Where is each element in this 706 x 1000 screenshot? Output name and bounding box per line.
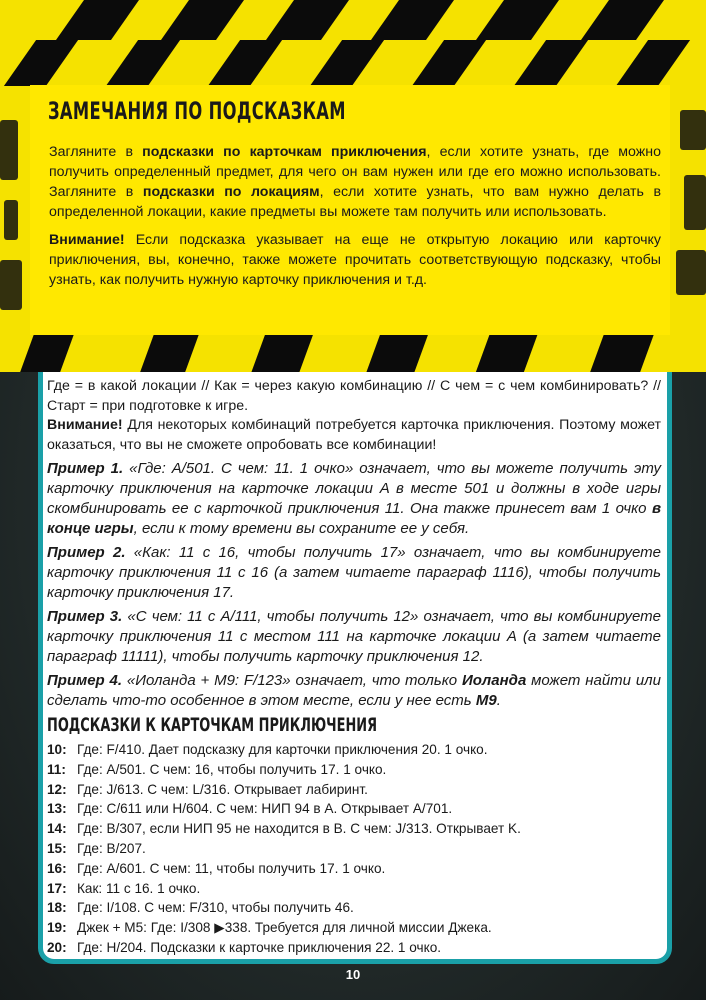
hint-number: 14: [47, 821, 67, 837]
text: «Где: A/501. С чем: 11. 1 очко» означает, что вы можете получить эту карточку приключения на карточке локации A в месте 501 и должны в ходе игры скомбинировать ее с карточкой приключения 11. Она также принесет вам 1 очко [47, 460, 661, 517]
hints-list [47, 740, 661, 958]
hint-text: Где: B/307, если НИП 95 не находится в B. С чем: J/313. Открывает K. [77, 821, 521, 837]
hint-number: 10: [47, 742, 67, 757]
hint-number: 12: [47, 781, 67, 797]
example-emphasis: M9 [475, 692, 497, 709]
example-2 [47, 543, 661, 603]
text: «Иоланда + M9: F/123» означает, что только [122, 672, 462, 689]
hint-number: 20: [47, 939, 67, 955]
page-number: 10 [345, 967, 361, 982]
hint-number: 17: [47, 880, 67, 896]
notes-paragraph-1 [49, 142, 661, 222]
text: может найти или сделать что-то особенное в этом месте, если у нее есть [47, 672, 661, 709]
example-emphasis: в конце игры [47, 500, 661, 537]
hint-number: 15: [47, 840, 67, 856]
notes-text [49, 142, 661, 298]
hint-text: Где: A/601. С чем: 11, чтобы получить 17. 1 очко. [77, 860, 386, 876]
list-item [47, 859, 661, 879]
attention-line [47, 416, 661, 455]
list-item [47, 780, 661, 800]
legend-and-examples [47, 377, 661, 711]
text: «С чем: 11 с A/111, чтобы получить 12» означает, что вы комбинируете карточку приключения 11 с местом 111 на карточке локации A (а затем читаете параграф 11111), чтобы получить карточку приключения 12. [47, 608, 661, 665]
example-label: Пример 3. [47, 608, 123, 625]
hints-section-title: ПОДСКАЗКИ К КАРТОЧКАМ ПРИКЛЮЧЕНИЯ [47, 714, 378, 736]
example-label: Пример 2. [47, 544, 126, 561]
hint-text: Где: A/501. С чем: 16, чтобы получить 17. 1 очко. [77, 761, 387, 777]
notes-paragraph-2 [49, 230, 661, 290]
adventure-hints-emphasis: подсказки по карточкам приключения [142, 144, 427, 160]
list-item [47, 918, 661, 938]
example-emphasis: Иоланда [461, 672, 527, 689]
hint-number: 11: [47, 761, 66, 777]
hint-text: Как: 11 с 16. 1 очко. [77, 880, 201, 896]
hint-number: 18: [47, 900, 67, 916]
list-item [47, 799, 661, 819]
list-item [47, 879, 661, 899]
attention-label: Внимание! [49, 232, 125, 248]
text: , если хотите узнать, что вам нужно делать в определенной локации, какие предметы вы можете там получить или использовать. [49, 184, 661, 220]
list-item [47, 839, 661, 859]
text: , если хотите узнать, где можно получить определенный предмет, для чего он вам нужен или где его можно использовать. Загляните в [49, 144, 661, 200]
legend-line: Где = в какой локации // Как = через какую комбинацию // С чем = с чем комбинировать? // Старт = при подготовке к игре. [47, 378, 661, 414]
hint-number: 19: [47, 920, 67, 936]
notes-title: ЗАМЕЧАНИЯ ПО ПОДСКАЗКАМ [48, 97, 346, 125]
location-hints-emphasis: подсказки по локациям [142, 184, 320, 200]
list-item [47, 760, 661, 780]
hint-text: Где: I/108. С чем: F/310, чтобы получить 46. [77, 900, 354, 916]
attention-label: Внимание! [47, 417, 123, 433]
example-label: Пример 4. [47, 672, 123, 689]
hint-number: 16: [47, 860, 67, 876]
example-4 [47, 671, 661, 711]
hint-text: Где: B/207. [77, 840, 146, 856]
hint-text: Где: F/410. Дает подсказку для карточки приключения 20. 1 очко. [77, 742, 488, 757]
text: «Как: 11 с 16, чтобы получить 17» означает, что вы комбинируете карточку приключения 11 с 16 (а затем читаете параграф 1116), чтобы получить карточку приключения 17. [47, 544, 661, 601]
list-item [47, 740, 661, 760]
hint-text: Где: C/611 или H/604. С чем: НИП 94 в A. Открывает A/701. [77, 801, 453, 817]
hint-text: Джек + M5: Где: I/308 ▶338. Требуется для личной миссии Джека. [77, 920, 492, 936]
list-item [47, 898, 661, 918]
hint-number: 13: [47, 801, 67, 817]
example-3 [47, 607, 661, 667]
text: Загляните в [49, 144, 143, 160]
list-item [47, 938, 661, 958]
text: Если подсказка указывает на еще не открытую локацию или карточку приключения, вы, конечно, также можете прочитать соответствующую подсказку, чтобы узнать, как получить нужную карточку приключения и т.д. [49, 232, 661, 288]
list-item [47, 819, 661, 839]
example-1 [47, 459, 661, 539]
text: , если к тому времени вы сохраните ее у себя. [133, 520, 470, 537]
hint-text: Где: H/204. Подсказки к карточке приключения 22. 1 очко. [77, 939, 442, 955]
text: . [496, 692, 501, 709]
example-label: Пример 1. [47, 460, 124, 477]
text: Для некоторых комбинаций потребуется карточка приключения. Поэтому может оказаться, что вы не сможете опробовать все комбинации! [47, 417, 661, 453]
hint-text: Где: J/613. С чем: L/316. Открывает лабиринт. [77, 781, 368, 797]
